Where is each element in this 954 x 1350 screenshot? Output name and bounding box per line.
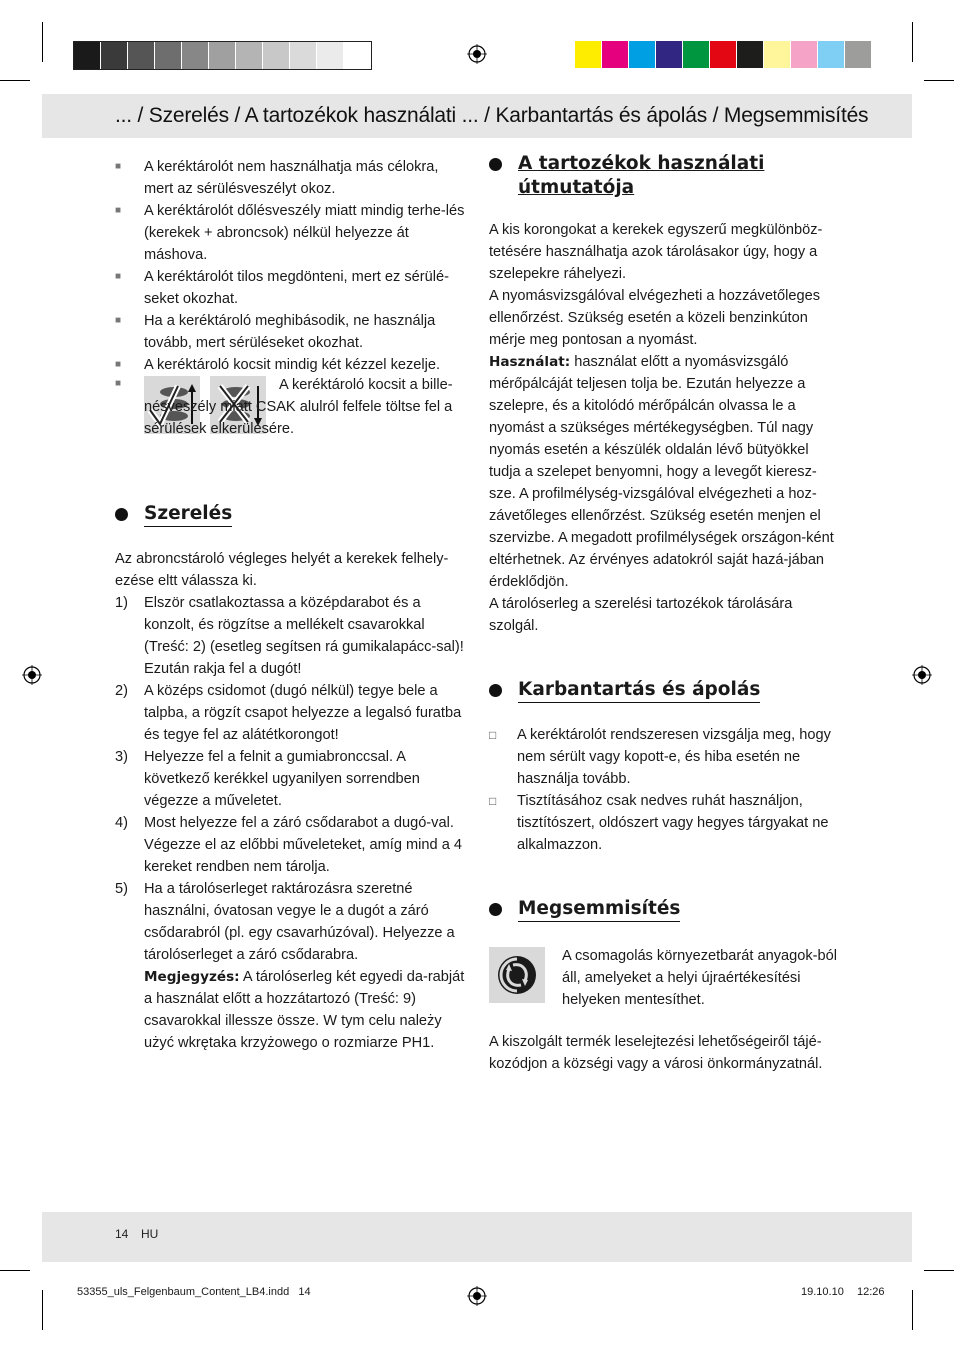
list-item: □ Tisztításához csak nedves ruhát használjon, tisztítószert, oldószert vagy hegyes tárgyakat ne alkalmazzon.: [489, 790, 841, 856]
color-swatch: [791, 41, 818, 68]
usage-paragraph: Használat: használat előtt a nyomásvizsgáló mérőpálcáját teljesen tolja be. Ezután helyezze a szelepre, és a kitolódó mérőpálcán olvassa le a nyomást a szükséges mértékegységben. Túl nagy nyomás esetén a készülék oldalán lévő bütyökkel tudja a szelepet benyomni, hogy a levegőt kieresz-sze. A profilmélység-vizsgálóval elvégezheti a hoz-závetőleges ellenőrzést. Szükség esetén menjen el szervizbe. A megadott profilmélységek országon-ként eltérhetnek. Az érvényes adatokról saját hazá-jában érdeklődjön.: [489, 354, 834, 590]
step-item: 3) Helyezze fel a felnit a gumiabronccsal. A következő kerékkel ugyanilyen sorrendben végezze a műveletet.: [115, 749, 420, 809]
heading-bullet-icon: [489, 684, 502, 697]
registration-mark-icon: [22, 665, 42, 685]
color-swatch: [74, 42, 101, 69]
color-swatch: [629, 41, 656, 68]
color-swatch: [575, 41, 602, 68]
disposal-product-text: A kiszolgált termék leselejtezési lehetőségeiről tájé-kozódjon a községi vagy a városi önkormányzatnál.: [489, 1034, 823, 1072]
list-item: ■ Ha a keréktároló meghibásodik, ne használja tovább, mert sérüléseket okozhat.: [115, 310, 467, 354]
step-item: 5) Ha a tárolóserleget raktározásra szeretné használni, óvatosan vegye le a dugót a záró csődarabról (pl. egy csavarhúzóval). Helyezze a tárolóserleget a záró csődarabra.: [115, 881, 455, 963]
list-item: ■ A keréktárolót tilos megdönteni, mert ez sérülé-seket okozhat.: [115, 266, 467, 310]
color-swatch: [602, 41, 629, 68]
disposal-packaging-text: A csomagolás környezetbarát anyagok-ból áll, amelyeket a helyi újraértékesítési helyeken mentesíthet.: [562, 948, 838, 1008]
crop-mark: [924, 1270, 954, 1271]
crop-mark: [42, 1290, 43, 1330]
color-swatch: [710, 41, 737, 68]
color-swatch: [155, 42, 182, 69]
crop-mark: [0, 1270, 30, 1271]
color-swatch: [263, 42, 290, 69]
process-color-bar: [575, 41, 872, 68]
language-code: HU: [141, 1227, 159, 1241]
heading-bullet-icon: [489, 158, 502, 171]
crop-mark: [0, 80, 30, 81]
list-bullet: ■: [115, 378, 122, 389]
accessories-section: [489, 219, 841, 637]
color-swatch: [818, 41, 845, 68]
section-heading-care: Karbantartás és ápolás: [489, 678, 760, 703]
page-number: 14: [115, 1227, 129, 1241]
color-swatch: [764, 41, 791, 68]
heading-bullet-icon: [489, 903, 502, 916]
registration-mark-icon: [467, 44, 487, 64]
color-swatch: [683, 41, 710, 68]
crop-mark: [924, 80, 954, 81]
heading-bullet-icon: [115, 508, 128, 521]
color-swatch: [737, 41, 764, 68]
section-heading-accessories: A tartozékok használati útmutatója: [489, 152, 789, 200]
paragraph: A nyomásvizsgálóval elvégezheti a hozzávetőleges ellenőrzést. Szükség esetén a közeli benzinkúton mérje meg pontosan a nyomást.: [489, 288, 820, 348]
paragraph: A tárolóserleg a szerelési tartozékok tárolására szolgál.: [489, 596, 793, 634]
paragraph: A kis korongokat a kerekek egyszerű megkülönböz-tetésére használhatja azok tárolásakor úgy, hogy a szelepekre ráhelyezi.: [489, 222, 823, 282]
list-item: ■ A keréktárolót nem használhatja más célokra, mert az sérülésveszélyt okoz.: [115, 156, 467, 200]
step-item: 1) Elször csatlakoztassa a középdarabot és a konzolt, és rögzítse a mellékelt csavarokkal (Treść: 2) (esetleg segítsen rá gumikalapácc-sal)! Ezután rakja fel a dugót!: [115, 595, 464, 677]
step-item: 2) A középs csidomot (dugó nélkül) tegye bele a talpba, a rögzít csapot helyezze a legalsó furatba és tegye fel az alátétkorongot!: [115, 683, 462, 743]
color-swatch: [182, 42, 209, 69]
color-swatch: [290, 42, 317, 69]
color-swatch: [317, 42, 344, 69]
list-item: ■ A keréktárolót dőlésveszély miatt mindig terhe-lés (kerekek + abroncsok) nélkül helyezze át máshova.: [115, 200, 467, 266]
print-date: 19.10.10: [801, 1286, 844, 1298]
loading-instruction: A keréktároló kocsit a bille-nésveszély miatt CSAK alulról felfele töltse fel a sérülések elkerülésére.: [144, 377, 453, 437]
assembly-section: [115, 548, 467, 1054]
color-swatch: [656, 41, 683, 68]
step-item: 4) Most helyezze fel a záró csődarabot a dugó-val. Végezze el az előbbi műveleteket, amíg mind a 4 kereket rendben nem tárolja.: [115, 815, 462, 875]
crop-mark: [912, 22, 913, 62]
color-swatch: [236, 42, 263, 69]
footer-band: [42, 1212, 912, 1262]
color-swatch: [101, 42, 128, 69]
care-list: [489, 724, 841, 856]
green-dot-recycling-icon: [489, 947, 545, 1003]
assembly-intro: Az abroncstároló végleges helyét a kerekek felhely-ezése eltt válassza ki.: [115, 551, 449, 589]
color-swatch: [845, 41, 872, 68]
crop-mark: [912, 1290, 913, 1330]
color-swatch: [209, 42, 236, 69]
registration-mark-icon: [912, 665, 932, 685]
page-title: ... / Szerelés / A tartozékok használati ... / Karbantartás és ápolás / Megsemmisítés: [115, 104, 869, 127]
usage-label: Használat:: [489, 354, 571, 370]
list-item: ■ A keréktároló kocsit mindig két kézzel kezelje.: [115, 354, 467, 376]
section-heading-disposal: Megsemmisítés: [489, 897, 680, 922]
note: Megjegyzés: A tárolóserleg két egyedi da-rabját a használat előtt a hozzátartozó (Treść: 9) csavarokkal illessze össze. W tym celu należy użyć wkrętaka krzyżowego o rozmiarze PH1.: [144, 969, 465, 1051]
crop-mark: [42, 22, 43, 62]
list-item: □ A keréktárolót rendszeresen vizsgálja meg, hogy nem sérült vagy kopott-e, és hiba esetén ne használja tovább.: [489, 724, 841, 790]
color-swatch: [344, 42, 371, 69]
safety-list: [115, 156, 467, 376]
section-heading-assembly: Szerelés: [115, 502, 232, 527]
print-time: 12:26: [857, 1286, 885, 1298]
note-label: Megjegyzés:: [144, 969, 240, 985]
file-name: 53355_uls_Felgenbaum_Content_LB4.indd 14: [77, 1286, 311, 1298]
registration-mark-icon: [467, 1286, 487, 1306]
color-swatch: [128, 42, 155, 69]
grayscale-color-bar: [73, 41, 372, 70]
